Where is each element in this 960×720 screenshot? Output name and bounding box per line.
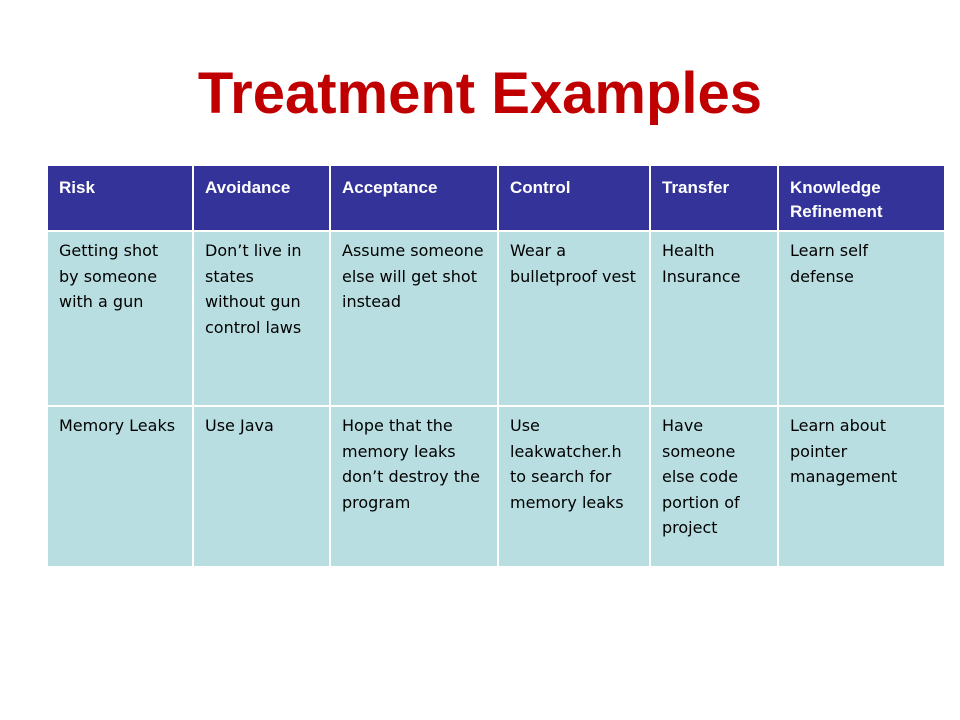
cell-control: Wear a bulletproof vest [498, 231, 650, 406]
slide-title: Treatment Examples [197, 61, 763, 126]
cell-acceptance: Hope that the memory leaks don’t destroy the program [330, 406, 498, 566]
cell-knowledge-refinement: Learn self defense [778, 231, 944, 406]
header-risk: Risk [48, 166, 193, 231]
cell-transfer: Have someone else code portion of project [650, 406, 778, 566]
cell-knowledge-refinement: Learn about pointer management [778, 406, 944, 566]
header-acceptance: Acceptance [330, 166, 498, 231]
cell-avoidance: Use Java [193, 406, 330, 566]
treatment-table [48, 166, 944, 566]
header-row [48, 166, 944, 231]
cell-acceptance: Assume someone else will get shot instead [330, 231, 498, 406]
header-transfer: Transfer [650, 166, 778, 231]
header-control: Control [498, 166, 650, 231]
cell-control: Use leakwatcher.h to search for memory leaks [498, 406, 650, 566]
header-knowledge-refinement: Knowledge Refinement [778, 166, 944, 231]
cell-avoidance: Don’t live in states without gun control laws [193, 231, 330, 406]
table-row [48, 406, 944, 566]
cell-risk: Getting shot by someone with a gun [48, 231, 193, 406]
cell-risk: Memory Leaks [48, 406, 193, 566]
table-row [48, 231, 944, 406]
header-avoidance: Avoidance [193, 166, 330, 231]
cell-transfer: Health Insurance [650, 231, 778, 406]
